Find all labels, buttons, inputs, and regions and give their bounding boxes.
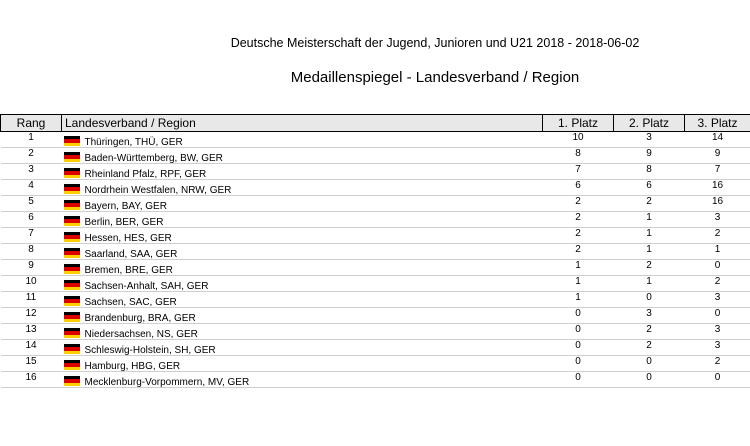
region-cell: [62, 228, 543, 244]
region-wrap: [62, 180, 543, 194]
rank-cell: 12: [1, 308, 62, 324]
first-place-count: 1: [543, 292, 614, 308]
rank-cell: 2: [1, 148, 62, 164]
region-cell: [62, 180, 543, 196]
first-place-count: 2: [543, 244, 614, 260]
second-place-count: 2: [614, 324, 685, 340]
germany-flag-icon: [64, 152, 80, 162]
region-name: Brandenburg, BRA, GER: [84, 313, 196, 324]
medal-table-body: [1, 132, 750, 388]
second-place-count: 2: [614, 260, 685, 276]
region-name: Nordrhein Westfalen, NRW, GER: [84, 185, 232, 196]
table-row: [1, 340, 750, 356]
germany-flag-icon: [64, 216, 80, 226]
rank-cell: 7: [1, 228, 62, 244]
table-row: [1, 180, 750, 196]
rank-cell: 16: [1, 372, 62, 388]
germany-flag-icon: [64, 136, 80, 146]
germany-flag-icon: [64, 280, 80, 290]
third-place-count: 2: [685, 228, 750, 244]
rank-cell: 10: [1, 276, 62, 292]
region-name: Sachsen, SAC, GER: [84, 297, 177, 308]
column-header-second-place: 2. Platz: [614, 115, 685, 132]
region-cell: [62, 212, 543, 228]
event-subtitle: Deutsche Meisterschaft der Jugend, Junioren und U21 2018 - 2018-06-02: [230, 36, 640, 50]
region-wrap: [62, 164, 543, 178]
germany-flag-icon: [64, 264, 80, 274]
second-place-count: 1: [614, 228, 685, 244]
region-wrap: [62, 276, 543, 290]
germany-flag-icon: [64, 248, 80, 258]
column-header-region: Landesverband / Region: [62, 115, 543, 132]
region-name: Bayern, BAY, GER: [84, 201, 167, 212]
rank-cell: 14: [1, 340, 62, 356]
table-row: [1, 228, 750, 244]
second-place-count: 0: [614, 292, 685, 308]
first-place-count: 8: [543, 148, 614, 164]
third-place-count: 14: [685, 132, 750, 148]
region-name: Hamburg, HBG, GER: [84, 361, 181, 372]
second-place-count: 2: [614, 340, 685, 356]
rank-cell: 9: [1, 260, 62, 276]
table-row: [1, 372, 750, 388]
table-row: [1, 164, 750, 180]
region-name: Bremen, BRE, GER: [84, 265, 173, 276]
first-place-count: 0: [543, 372, 614, 388]
rank-cell: 4: [1, 180, 62, 196]
region-wrap: [62, 260, 543, 274]
region-cell: [62, 340, 543, 356]
first-place-count: 1: [543, 276, 614, 292]
third-place-count: 3: [685, 212, 750, 228]
first-place-count: 7: [543, 164, 614, 180]
region-name: Baden-Württemberg, BW, GER: [84, 153, 223, 164]
third-place-count: 2: [685, 356, 750, 372]
region-name: Hessen, HES, GER: [84, 233, 172, 244]
region-name: Thüringen, THÜ, GER: [84, 137, 183, 148]
germany-flag-icon: [64, 200, 80, 210]
region-name: Saarland, SAA, GER: [84, 249, 178, 260]
first-place-count: 10: [543, 132, 614, 148]
germany-flag-icon: [64, 360, 80, 370]
medal-table: [0, 114, 750, 388]
region-cell: [62, 260, 543, 276]
third-place-count: 3: [685, 340, 750, 356]
first-place-count: 2: [543, 228, 614, 244]
first-place-count: 6: [543, 180, 614, 196]
region-cell: [62, 276, 543, 292]
region-wrap: [62, 148, 543, 162]
third-place-count: 16: [685, 196, 750, 212]
germany-flag-icon: [64, 184, 80, 194]
region-wrap: [62, 356, 543, 370]
table-row: [1, 292, 750, 308]
rank-cell: 3: [1, 164, 62, 180]
region-name: Niedersachsen, NS, GER: [84, 329, 198, 340]
second-place-count: 1: [614, 276, 685, 292]
rank-cell: 1: [1, 132, 62, 148]
region-wrap: [62, 132, 543, 146]
first-place-count: 0: [543, 308, 614, 324]
third-place-count: 2: [685, 276, 750, 292]
germany-flag-icon: [64, 296, 80, 306]
region-cell: [62, 196, 543, 212]
table-row: [1, 276, 750, 292]
first-place-count: 0: [543, 324, 614, 340]
third-place-count: 1: [685, 244, 750, 260]
region-cell: [62, 292, 543, 308]
rank-cell: 11: [1, 292, 62, 308]
second-place-count: 3: [614, 308, 685, 324]
second-place-count: 1: [614, 212, 685, 228]
third-place-count: 16: [685, 180, 750, 196]
region-wrap: [62, 340, 543, 354]
third-place-count: 3: [685, 324, 750, 340]
germany-flag-icon: [64, 312, 80, 322]
second-place-count: 2: [614, 196, 685, 212]
rank-cell: 15: [1, 356, 62, 372]
region-wrap: [62, 292, 543, 306]
second-place-count: 6: [614, 180, 685, 196]
region-cell: [62, 132, 543, 148]
table-row: [1, 356, 750, 372]
region-cell: [62, 148, 543, 164]
germany-flag-icon: [64, 376, 80, 386]
table-row: [1, 196, 750, 212]
table-row: [1, 324, 750, 340]
second-place-count: 0: [614, 372, 685, 388]
region-cell: [62, 308, 543, 324]
region-cell: [62, 244, 543, 260]
rank-cell: 5: [1, 196, 62, 212]
table-header-row: [1, 115, 750, 132]
region-wrap: [62, 244, 543, 258]
region-wrap: [62, 372, 543, 386]
table-row: [1, 132, 750, 148]
rank-cell: 6: [1, 212, 62, 228]
germany-flag-icon: [64, 328, 80, 338]
region-cell: [62, 356, 543, 372]
region-cell: [62, 164, 543, 180]
region-wrap: [62, 324, 543, 338]
table-row: [1, 148, 750, 164]
third-place-count: 0: [685, 260, 750, 276]
region-wrap: [62, 228, 543, 242]
region-name: Schleswig-Holstein, SH, GER: [84, 345, 216, 356]
third-place-count: 7: [685, 164, 750, 180]
germany-flag-icon: [64, 344, 80, 354]
table-row: [1, 212, 750, 228]
first-place-count: 1: [543, 260, 614, 276]
third-place-count: 0: [685, 372, 750, 388]
germany-flag-icon: [64, 232, 80, 242]
third-place-count: 9: [685, 148, 750, 164]
table-row: [1, 308, 750, 324]
region-cell: [62, 372, 543, 388]
second-place-count: 3: [614, 132, 685, 148]
page-title: Medaillenspiegel - Landesverband / Region: [290, 69, 580, 86]
region-name: Sachsen-Anhalt, SAH, GER: [84, 281, 209, 292]
region-name: Berlin, BER, GER: [84, 217, 164, 228]
first-place-count: 2: [543, 212, 614, 228]
region-name: Mecklenburg-Vorpommern, MV, GER: [84, 377, 250, 388]
second-place-count: 9: [614, 148, 685, 164]
region-name: Rheinland Pfalz, RPF, GER: [84, 169, 207, 180]
region-cell: [62, 324, 543, 340]
rank-cell: 13: [1, 324, 62, 340]
second-place-count: 8: [614, 164, 685, 180]
region-wrap: [62, 196, 543, 210]
rank-cell: 8: [1, 244, 62, 260]
column-header-first-place: 1. Platz: [543, 115, 614, 132]
column-header-rank: Rang: [1, 115, 62, 132]
column-header-third-place: 3. Platz: [685, 115, 750, 132]
second-place-count: 0: [614, 356, 685, 372]
region-wrap: [62, 212, 543, 226]
second-place-count: 1: [614, 244, 685, 260]
table-row: [1, 260, 750, 276]
third-place-count: 0: [685, 308, 750, 324]
third-place-count: 3: [685, 292, 750, 308]
table-row: [1, 244, 750, 260]
first-place-count: 0: [543, 340, 614, 356]
first-place-count: 0: [543, 356, 614, 372]
region-wrap: [62, 308, 543, 322]
first-place-count: 2: [543, 196, 614, 212]
germany-flag-icon: [64, 168, 80, 178]
